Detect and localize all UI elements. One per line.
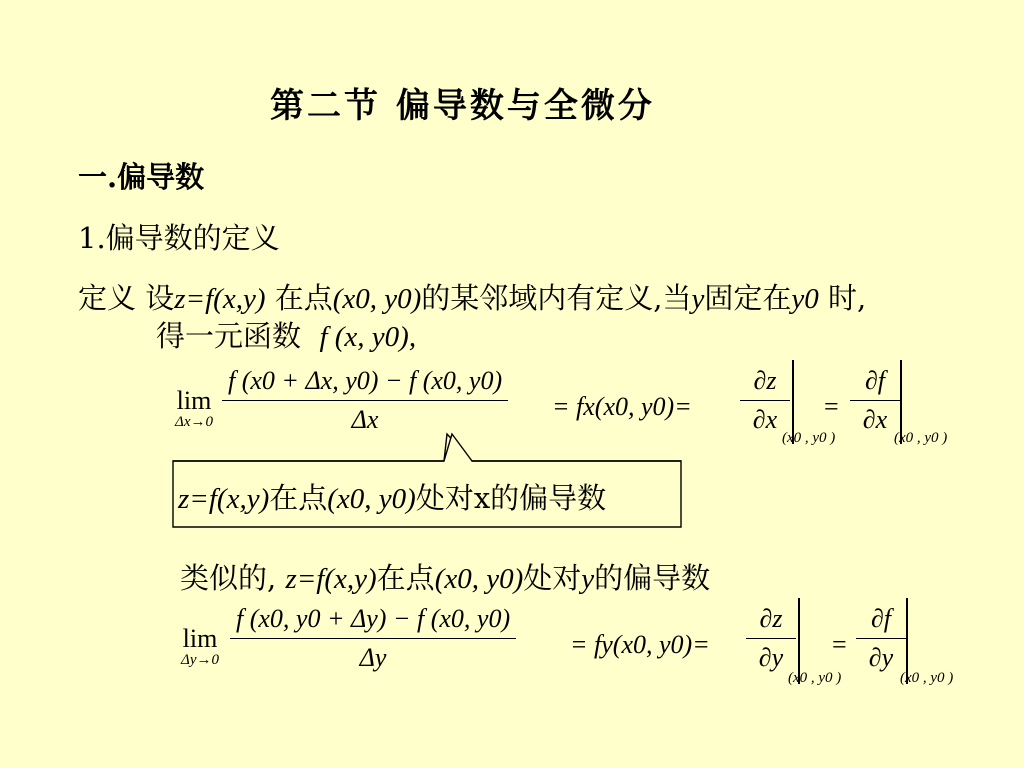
formula-x-dz: ∂z xyxy=(740,366,790,401)
formula-y-dy-2: ∂y xyxy=(868,643,894,672)
definition-line2-text: 得一元函数 xyxy=(156,319,302,353)
formula-x-eval-point-2: (x0 , y0 ) xyxy=(894,430,948,446)
formula-x-df: ∂f xyxy=(850,366,900,401)
similar-text-3: 的偏导数 xyxy=(594,561,711,595)
formula-x-dx-2: ∂x xyxy=(862,405,888,434)
formula-x-numerator: f (x0 + Δx, y0) − f (x0, y0) xyxy=(222,366,508,401)
formula-y-dy: ∂y xyxy=(758,643,784,672)
formula-x-equals: = xyxy=(824,392,839,421)
formula-x-dx: ∂x xyxy=(752,405,778,434)
similar-line xyxy=(180,556,710,597)
callout-pointer xyxy=(172,434,682,474)
definition-var-y: y xyxy=(691,283,705,315)
formula-y-numerator: f (x0, y0 + Δy) − f (x0, y0) xyxy=(230,604,516,639)
formula-y-dzdy xyxy=(746,604,796,673)
formula-x-lim xyxy=(166,386,222,431)
similar-point: (x0, y0) xyxy=(434,563,524,595)
formula-y-lim-word: lim xyxy=(182,624,218,653)
formula-x-dfdx xyxy=(850,366,900,435)
formula-x-denominator: Δx xyxy=(351,405,379,434)
formula-x-dzdx xyxy=(740,366,790,435)
definition-at-point: 在点 xyxy=(274,281,333,315)
definition-label: 定义 xyxy=(78,281,137,315)
similar-function: z=f(x,y) xyxy=(285,563,377,595)
section-heading: 一.偏导数 xyxy=(78,160,205,194)
similar-text-2: 处对 xyxy=(523,561,582,595)
page-title: 第二节 偏导数与全微分 xyxy=(270,86,655,126)
formula-x-lim-word: lim xyxy=(176,386,212,415)
formula-y-equals: = xyxy=(832,630,847,659)
definition-point: (x0, y0) xyxy=(332,283,422,315)
definition-line2-function: f (x, y0), xyxy=(319,321,417,353)
definition-text-3: 时, xyxy=(827,281,867,315)
formula-x-result: = fx(x0, y0)= xyxy=(552,392,692,421)
formula-y-dz: ∂z xyxy=(746,604,796,639)
definition-y0: y0 xyxy=(791,283,819,315)
formula-y-eval-point-1: (x0 , y0 ) xyxy=(788,670,842,686)
callout-point: (x0, y0) xyxy=(327,483,416,515)
formula-x-eval-point-1: (x0 , y0 ) xyxy=(782,430,836,446)
formula-y-eval-point-2: (x0 , y0 ) xyxy=(900,670,954,686)
formula-x-lim-sub: Δx→0 xyxy=(175,414,213,430)
formula-y-dfdy xyxy=(856,604,906,673)
similar-lead: 类似的, xyxy=(180,561,277,595)
definition-text-1: 的某邻域内有定义,当 xyxy=(421,281,692,315)
definition-function: z=f(x,y) xyxy=(174,283,266,315)
callout-text-2: 处对x的偏导数 xyxy=(415,481,607,515)
similar-text-1: 在点 xyxy=(376,561,435,595)
formula-y-lim xyxy=(172,624,228,669)
similar-var: y xyxy=(581,563,595,595)
formula-y-df: ∂f xyxy=(856,604,906,639)
subsection-heading: 1.偏导数的定义 xyxy=(78,221,280,255)
definition-line-2 xyxy=(156,314,416,355)
callout-text-1: 在点 xyxy=(269,481,328,515)
formula-y-lim-sub: Δy→0 xyxy=(181,652,219,668)
formula-x-fraction xyxy=(222,366,508,435)
definition-line-1 xyxy=(78,276,866,317)
callout-text xyxy=(178,476,606,517)
formula-y-result: = fy(x0, y0)= xyxy=(570,630,710,659)
callout-function: z=f(x,y) xyxy=(178,483,270,515)
definition-lead: 设 xyxy=(145,281,175,315)
formula-y-denominator: Δy xyxy=(359,643,387,672)
definition-text-2: 固定在 xyxy=(704,281,792,315)
formula-y-fraction xyxy=(230,604,516,673)
